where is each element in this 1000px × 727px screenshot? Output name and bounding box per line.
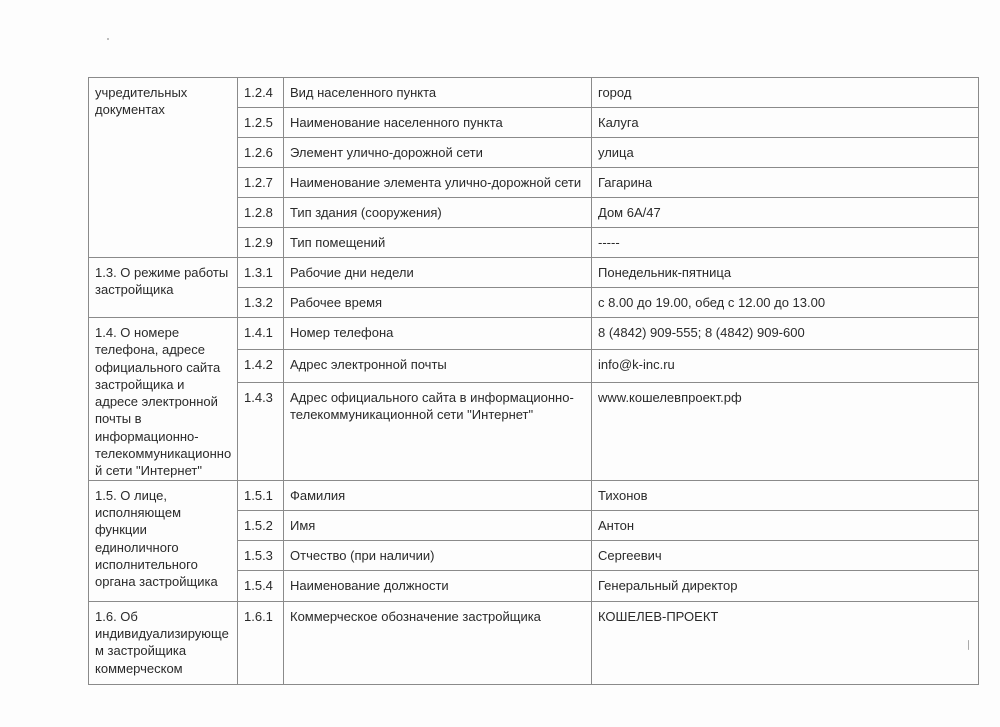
item-value: Гагарина [592,168,979,198]
scan-speck [107,38,109,40]
item-label: Коммерческое обозначение застройщика [284,601,592,684]
item-number: 1.3.2 [238,288,284,318]
item-value: ----- [592,228,979,258]
item-number: 1.4.1 [238,318,284,350]
item-value: Генеральный директор [592,570,979,601]
section-title: 1.6. Об индивидуализирующе м застройщика коммерческом [89,601,238,684]
table-row [89,318,979,350]
item-label: Адрес электронной почты [284,350,592,382]
item-label: Рабочее время [284,288,592,318]
item-label: Вид населенного пункта [284,78,592,108]
section-title: учредительных документах [89,78,238,258]
item-number: 1.2.6 [238,138,284,168]
item-label: Рабочие дни недели [284,258,592,288]
item-value: КОШЕЛЕВ-ПРОЕКТ [592,601,979,684]
item-number: 1.4.2 [238,350,284,382]
item-label: Имя [284,510,592,540]
item-number: 1.5.4 [238,570,284,601]
item-number: 1.4.3 [238,382,284,480]
item-label: Тип помещений [284,228,592,258]
item-label: Адрес официального сайта в информационно-телекоммуникационной сети "Интернет" [284,382,592,480]
item-number: 1.2.9 [238,228,284,258]
item-number: 1.5.3 [238,540,284,570]
item-label: Номер телефона [284,318,592,350]
table-row [89,601,979,684]
item-value: Тихонов [592,480,979,510]
item-number: 1.2.4 [238,78,284,108]
table-row [89,78,979,108]
table-row [89,480,979,510]
item-value: 8 (4842) 909-555; 8 (4842) 909-600 [592,318,979,350]
item-number: 1.2.7 [238,168,284,198]
item-value: www.кошелевпроект.рф [592,382,979,480]
item-value: улица [592,138,979,168]
developer-info-table [88,77,979,685]
section-title: 1.3. О режиме работы застройщика [89,258,238,318]
item-label: Тип здания (сооружения) [284,198,592,228]
item-value: info@k-inc.ru [592,350,979,382]
item-number: 1.5.2 [238,510,284,540]
item-value: город [592,78,979,108]
item-label: Наименование населенного пункта [284,108,592,138]
item-value: Понедельник-пятница [592,258,979,288]
item-value: Антон [592,510,979,540]
item-number: 1.3.1 [238,258,284,288]
section-title: 1.4. О номере телефона, адресе официального сайта застройщика и адресе электронной почты в информационно-телекоммуникационно й сети "Интернет" [89,318,238,481]
item-number: 1.2.8 [238,198,284,228]
item-number: 1.2.5 [238,108,284,138]
item-label: Наименование должности [284,570,592,601]
item-label: Фамилия [284,480,592,510]
item-value: Сергеевич [592,540,979,570]
item-label: Элемент улично-дорожной сети [284,138,592,168]
item-number: 1.5.1 [238,480,284,510]
table-row [89,258,979,288]
section-title: 1.5. О лице, исполняющем функции единоличного исполнительного органа застройщика [89,480,238,601]
item-label: Отчество (при наличии) [284,540,592,570]
item-value: с 8.00 до 19.00, обед с 12.00 до 13.00 [592,288,979,318]
item-value: Дом 6А/47 [592,198,979,228]
item-label: Наименование элемента улично-дорожной сети [284,168,592,198]
item-number: 1.6.1 [238,601,284,684]
item-value: Калуга [592,108,979,138]
